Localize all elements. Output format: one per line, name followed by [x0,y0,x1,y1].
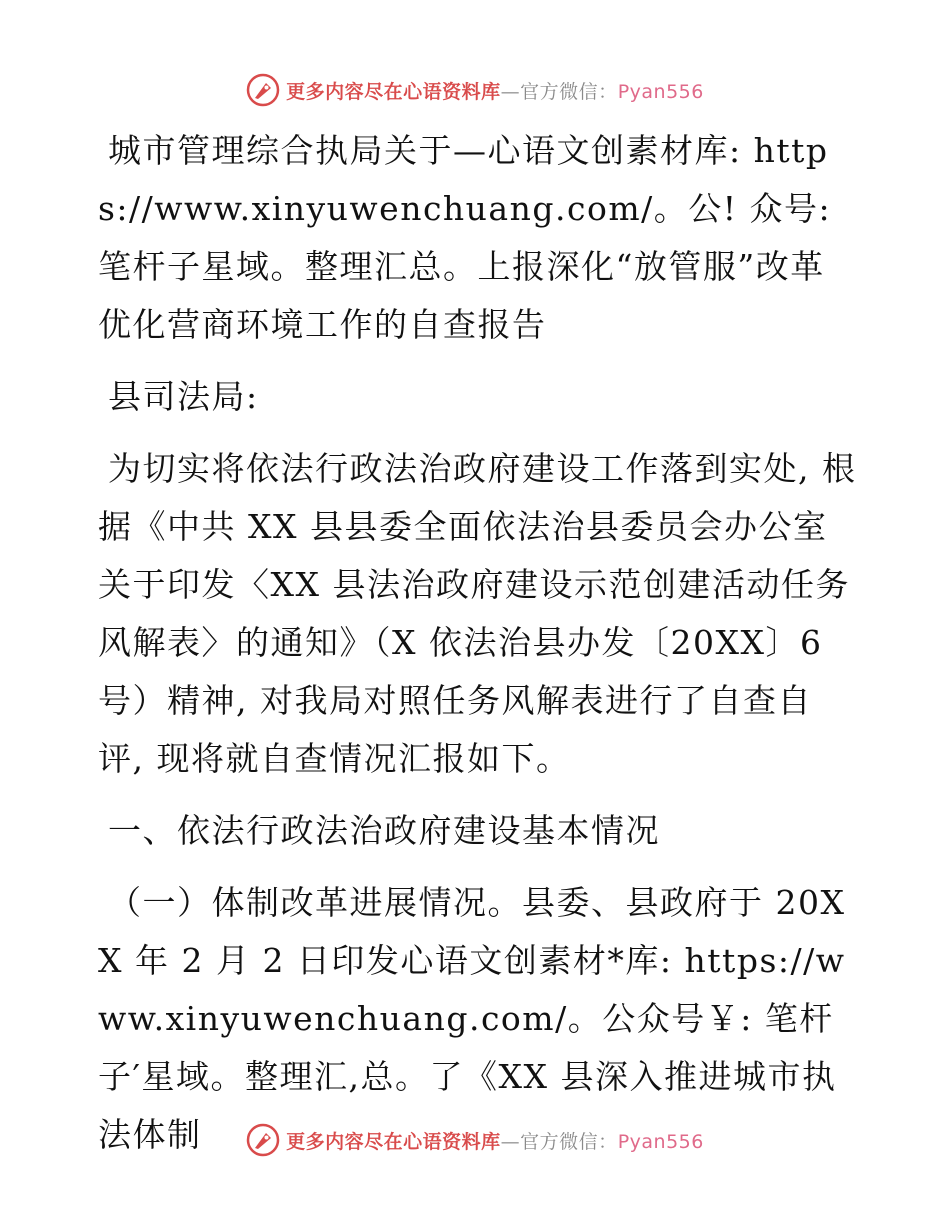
section-heading: 一、依法行政法治政府建设基本情况 [108,811,660,850]
watermark-banner-bottom [0,1118,950,1162]
paragraph-intro: 为切实将依法行政法治政府建设工作落到实处, 根据《中共 XX 县县委全面依法治县委员会办公室关于印发〈XX 县法治政府建设示范创建活动任务风解表〉的通知》（X 依法治县办发〔20XX〕6 号）精神, 对我局对照任务风解表进行了自查自评, 现将就自查情况汇报如下。 [98,449,857,778]
watermark-official: 官方微信： [520,80,618,103]
pen-nib-logo-icon [246,73,280,107]
document-body [98,122,858,1178]
watermark-main: 更多内容尽在心语资料库 [286,80,501,103]
watermark-main: 更多内容尽在心语资料库 [286,1130,501,1153]
document-title: 城市管理综合执局关于—心语文创素材库: https://www.xinyuwenchuang.com/。公! 众号: 笔杆子星域。整理汇总。上报深化“放管服”改革优化营商环境工作的自查报告 [98,131,832,344]
pen-nib-logo-icon [246,1123,280,1157]
watermark-text [286,77,704,104]
paragraph-reform: （一）体制改革进展情况。县委、县政府于 20XX 年 2 月 2 日印发心语文创素材*库: https://www.xinyuwenchuang.com/。公众号￥: 笔杆子′星域。整理汇,总。了《XX 县深入推进城市执法体制 [98,883,846,1154]
watermark-account: Pyan556 [617,1130,704,1153]
watermark-banner-top [0,68,950,112]
watermark-dash: — [500,80,521,103]
watermark-text [286,1127,704,1154]
watermark-official: 官方微信： [520,1130,618,1153]
watermark-account: Pyan556 [617,80,704,103]
watermark-dash: — [500,1130,521,1153]
salutation: 县司法局: [108,377,259,416]
